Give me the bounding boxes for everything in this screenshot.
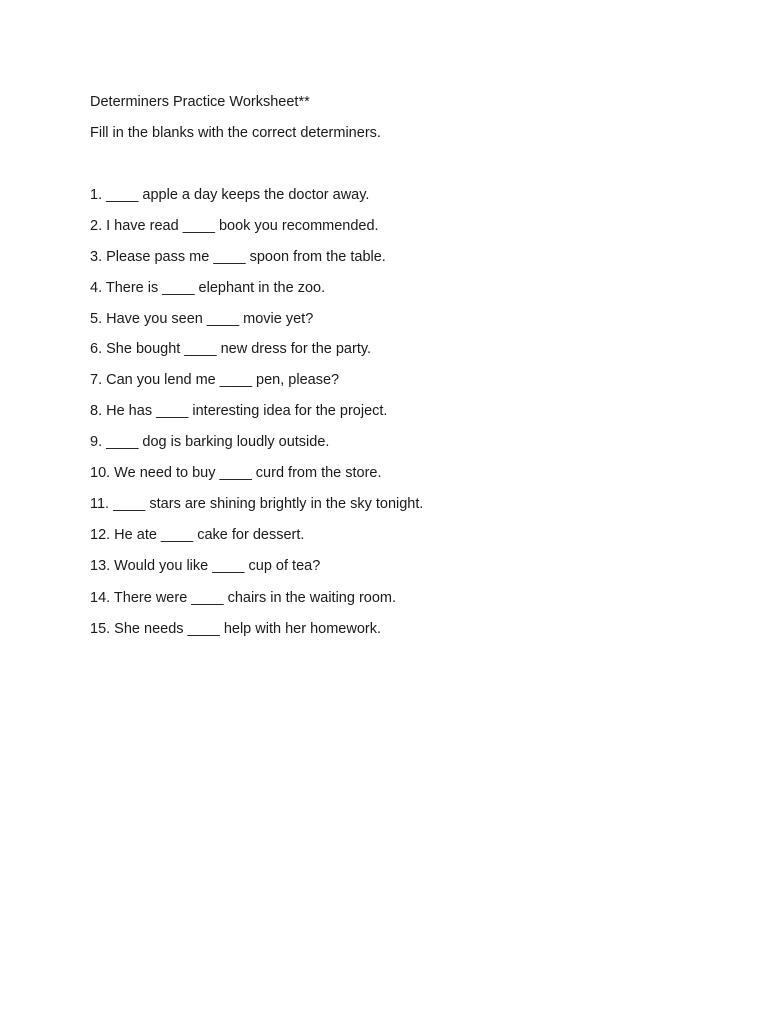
question-item: 10. We need to buy ____ curd from the store. <box>90 465 382 481</box>
question-item: 2. I have read ____ book you recommended. <box>90 218 379 234</box>
worksheet-instructions: Fill in the blanks with the correct determiners. <box>90 125 381 141</box>
question-item: 5. Have you seen ____ movie yet? <box>90 311 314 327</box>
question-item: 15. She needs ____ help with her homework. <box>90 621 381 637</box>
question-item: 11. ____ stars are shining brightly in the sky tonight. <box>90 496 424 512</box>
question-item: 12. He ate ____ cake for dessert. <box>90 527 305 543</box>
question-item: 13. Would you like ____ cup of tea? <box>90 558 321 574</box>
question-item: 3. Please pass me ____ spoon from the table. <box>90 249 386 265</box>
question-item: 9. ____ dog is barking loudly outside. <box>90 434 330 450</box>
question-item: 8. He has ____ interesting idea for the project. <box>90 403 388 419</box>
question-item: 7. Can you lend me ____ pen, please? <box>90 372 340 388</box>
question-item: 14. There were ____ chairs in the waiting room. <box>90 590 397 606</box>
question-item: 4. There is ____ elephant in the zoo. <box>90 280 326 296</box>
question-item: 1. ____ apple a day keeps the doctor away. <box>90 187 370 203</box>
worksheet-title: Determiners Practice Worksheet** <box>90 94 310 110</box>
question-item: 6. She bought ____ new dress for the party. <box>90 341 372 357</box>
